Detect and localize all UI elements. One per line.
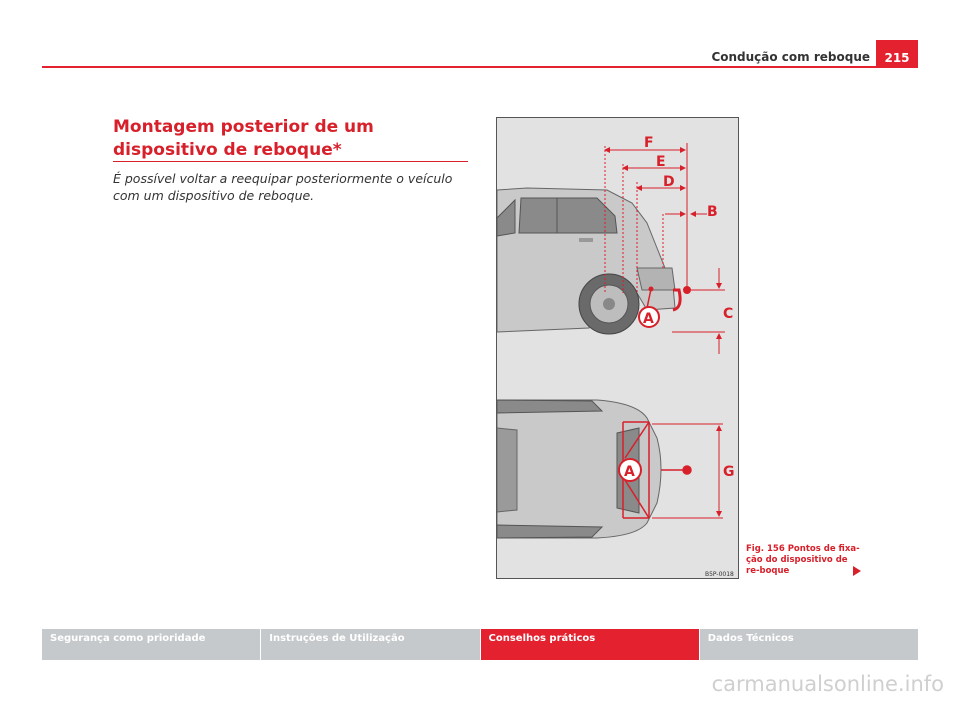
figure-caption: Fig. 156 Pontos de fixa-ção do dispositivo de re-boque (746, 544, 860, 576)
label-c: C (723, 306, 734, 322)
label-d: D (663, 174, 675, 190)
title-underline (113, 161, 468, 162)
callout-a-top (619, 459, 641, 481)
footer-tab-seguranca[interactable]: Segurança como prioridade (42, 629, 261, 660)
footer-nav (42, 629, 918, 660)
label-g: G (723, 464, 735, 480)
header-divider (42, 66, 918, 68)
label-b: B (707, 204, 718, 220)
label-f: F (644, 135, 654, 151)
footer-tab-conselhos[interactable]: Conselhos práticos (481, 629, 700, 660)
tow-hitch-diagram (497, 118, 738, 578)
label-a-side: A (643, 311, 654, 327)
footer-tab-dados[interactable]: Dados Técnicos (707, 633, 794, 644)
page-number: 215 (876, 40, 918, 68)
label-a-top: A (624, 464, 635, 480)
watermark: carmanualsonline.info (711, 672, 944, 696)
running-header-title: Condução com reboque (711, 50, 870, 64)
figure-code: B5P-0018 (705, 571, 734, 578)
intro-paragraph: É possível voltar a reequipar posteriormente o veículo com um dispositivo de reboque. (113, 171, 453, 203)
tow-hitch-figure (496, 117, 739, 579)
section-title: Montagem posterior de um dispositivo de reboque* (113, 117, 374, 160)
continue-arrow-icon (853, 566, 861, 576)
label-e: E (656, 154, 666, 170)
footer-tab-instrucoes[interactable]: Instruções de Utilização (261, 629, 480, 660)
